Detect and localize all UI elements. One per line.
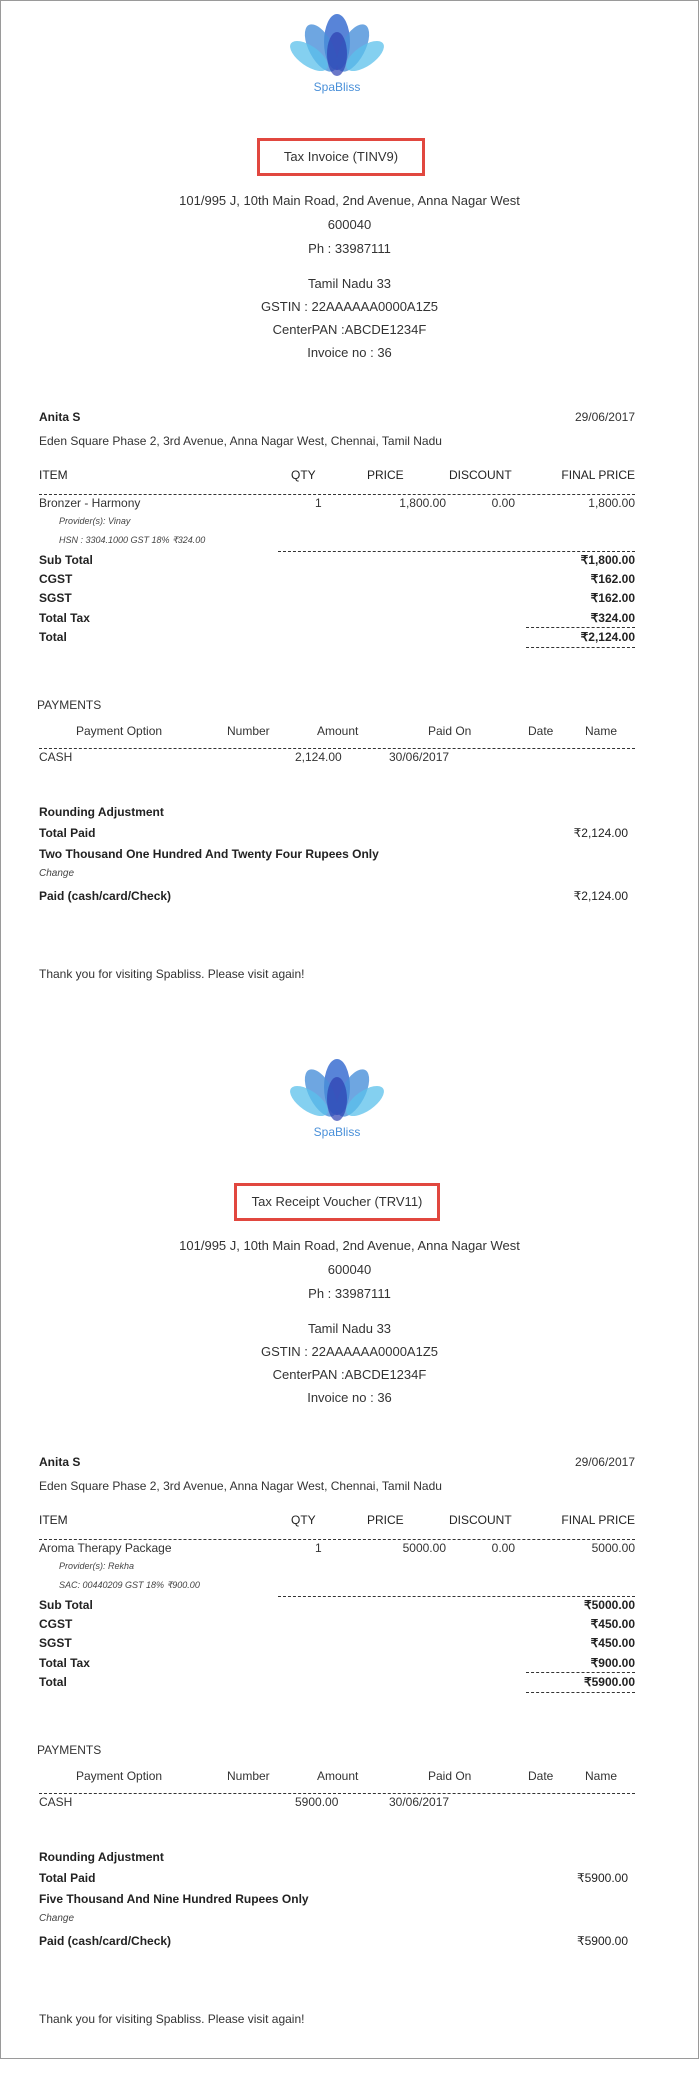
payments-header <box>39 1769 635 1794</box>
total-paid-label: Total Paid <box>39 826 96 840</box>
total-value: ₹2,124.00 <box>580 630 635 644</box>
cgst-label: CGST <box>39 1617 73 1631</box>
total-tax-value: ₹324.00 <box>590 611 635 625</box>
total-row <box>39 630 635 648</box>
payment-amount: 5900.00 <box>295 1795 339 1809</box>
sub-total-label: Sub Total <box>39 553 93 567</box>
divider <box>526 627 635 628</box>
item-discount: 0.00 <box>491 1541 515 1555</box>
payments-title: PAYMENTS <box>37 698 102 712</box>
center-pan: CenterPAN :ABCDE1234F <box>272 1367 427 1382</box>
lotus-icon <box>285 14 389 80</box>
thank-you-note: Thank you for visiting Spabliss. Please visit again! <box>39 2012 305 2026</box>
payment-paid-on: 30/06/2017 <box>389 1795 450 1809</box>
amount-in-words: Two Thousand One Hundred And Twenty Four Rupees Only <box>39 847 379 861</box>
total-value: ₹5900.00 <box>583 1675 635 1689</box>
cgst-row <box>39 572 635 590</box>
table-row <box>39 1541 635 1559</box>
item-provider: Provider(s): Vinay <box>59 516 131 526</box>
item-tax-note: SAC: 00440209 GST 18% ₹900.00 <box>59 1580 200 1590</box>
invoice-title: Tax Receipt Voucher (TRV11) <box>234 1183 440 1221</box>
total-label: Total <box>39 630 67 644</box>
payment-row <box>39 1795 635 1813</box>
payments-header <box>39 724 635 749</box>
sub-total-row <box>39 553 635 571</box>
total-tax-label: Total Tax <box>39 611 90 625</box>
column-final-price: FINAL PRICE <box>561 1513 635 1527</box>
customer-address: Eden Square Phase 2, 3rd Avenue, Anna Nagar West, Chennai, Tamil Nadu <box>39 1479 442 1493</box>
sgst-value: ₹450.00 <box>590 1636 635 1650</box>
column-payment-option: Payment Option <box>76 1769 163 1783</box>
rounding-label: Rounding Adjustment <box>39 805 164 819</box>
total-row <box>39 1675 635 1693</box>
item-qty: 1 <box>315 1541 322 1555</box>
column-date: Date <box>528 724 554 738</box>
total-paid-label: Total Paid <box>39 1871 96 1885</box>
divider <box>526 1692 635 1693</box>
column-amount: Amount <box>317 724 359 738</box>
column-name: Name <box>585 724 618 738</box>
payments-title: PAYMENTS <box>37 1743 102 1757</box>
invoice-number: Invoice no : 36 <box>307 345 392 360</box>
center-phone: Ph : 33987111 <box>308 1286 391 1301</box>
item-final-price: 5000.00 <box>591 1541 635 1555</box>
invoice-date: 29/06/2017 <box>574 410 635 424</box>
sub-total-value: ₹1,800.00 <box>580 553 635 567</box>
payment-row <box>39 750 635 768</box>
cgst-row <box>39 1617 635 1635</box>
item-price: 1,800.00 <box>399 496 446 510</box>
tax-receipt-voucher <box>0 1045 699 2085</box>
item-qty: 1 <box>315 496 322 510</box>
total-label: Total <box>39 1675 67 1689</box>
payment-paid-on: 30/06/2017 <box>389 750 450 764</box>
payment-amount: 2,124.00 <box>295 750 342 764</box>
thank-you-note: Thank you for visiting Spabliss. Please visit again! <box>39 967 305 981</box>
customer-name: Anita S <box>39 1455 81 1469</box>
item-price: 5000.00 <box>402 1541 446 1555</box>
center-gstin: GSTIN : 22AAAAAA0000A1Z5 <box>260 1344 439 1359</box>
column-number: Number <box>227 1769 270 1783</box>
table-row <box>39 496 635 514</box>
center-pincode: 600040 <box>327 217 372 232</box>
divider <box>526 1672 635 1673</box>
invoice-date: 29/06/2017 <box>574 1455 635 1469</box>
column-discount: DISCOUNT <box>449 468 512 482</box>
divider <box>278 1596 635 1597</box>
total-paid-value: ₹5900.00 <box>576 1871 628 1885</box>
total-paid-value: ₹2,124.00 <box>573 826 628 840</box>
logo-text: SpaBliss <box>313 80 361 94</box>
item-name: Bronzer - Harmony <box>39 496 141 510</box>
sgst-row <box>39 1636 635 1654</box>
column-paid-on: Paid On <box>428 1769 472 1783</box>
column-item: ITEM <box>39 468 68 482</box>
center-pincode: 600040 <box>327 1262 372 1277</box>
item-final-price: 1,800.00 <box>588 496 635 510</box>
column-price: PRICE <box>367 468 404 482</box>
column-name: Name <box>585 1769 618 1783</box>
column-qty: QTY <box>291 468 316 482</box>
spabliss-logo <box>285 14 389 98</box>
total-tax-value: ₹900.00 <box>590 1656 635 1670</box>
logo-text: SpaBliss <box>313 1125 361 1139</box>
invoice-title: Tax Invoice (TINV9) <box>257 138 425 176</box>
item-tax-note: HSN : 3304.1000 GST 18% ₹324.00 <box>59 535 206 545</box>
column-qty: QTY <box>291 1513 316 1527</box>
column-discount: DISCOUNT <box>449 1513 512 1527</box>
column-date: Date <box>528 1769 554 1783</box>
rounding-label: Rounding Adjustment <box>39 1850 164 1864</box>
cgst-label: CGST <box>39 572 73 586</box>
tax-invoice <box>0 0 699 1040</box>
sgst-value: ₹162.00 <box>590 591 635 605</box>
column-final-price: FINAL PRICE <box>561 468 635 482</box>
center-state: Tamil Nadu 33 <box>307 1321 392 1336</box>
sub-total-value: ₹5000.00 <box>583 1598 635 1612</box>
column-number: Number <box>227 724 270 738</box>
column-item: ITEM <box>39 1513 68 1527</box>
center-pan: CenterPAN :ABCDE1234F <box>272 322 427 337</box>
item-name: Aroma Therapy Package <box>39 1541 172 1555</box>
divider <box>278 551 635 552</box>
column-payment-option: Payment Option <box>76 724 163 738</box>
item-discount: 0.00 <box>491 496 515 510</box>
sub-total-label: Sub Total <box>39 1598 93 1612</box>
item-provider: Provider(s): Rekha <box>59 1561 135 1571</box>
center-gstin: GSTIN : 22AAAAAA0000A1Z5 <box>260 299 439 314</box>
divider <box>526 647 635 648</box>
change-label: Change <box>39 868 75 879</box>
column-paid-on: Paid On <box>428 724 472 738</box>
paid-label: Paid (cash/card/Check) <box>39 889 172 903</box>
paid-value: ₹2,124.00 <box>573 889 628 903</box>
sub-total-row <box>39 1598 635 1616</box>
center-state: Tamil Nadu 33 <box>307 276 392 291</box>
lotus-icon <box>285 1059 389 1125</box>
center-address: 101/995 J, 10th Main Road, 2nd Avenue, Anna Nagar West <box>179 193 520 208</box>
payment-option: CASH <box>39 750 73 764</box>
items-table-header <box>39 468 635 495</box>
paid-label: Paid (cash/card/Check) <box>39 1934 172 1948</box>
cgst-value: ₹450.00 <box>590 1617 635 1631</box>
total-tax-label: Total Tax <box>39 1656 90 1670</box>
sgst-label: SGST <box>39 1636 72 1650</box>
sgst-label: SGST <box>39 591 72 605</box>
invoice-number: Invoice no : 36 <box>307 1390 392 1405</box>
amount-in-words: Five Thousand And Nine Hundred Rupees Only <box>39 1892 309 1906</box>
paid-value: ₹5900.00 <box>576 1934 628 1948</box>
column-amount: Amount <box>317 1769 359 1783</box>
customer-address: Eden Square Phase 2, 3rd Avenue, Anna Nagar West, Chennai, Tamil Nadu <box>39 434 442 448</box>
cgst-value: ₹162.00 <box>590 572 635 586</box>
payment-option: CASH <box>39 1795 73 1809</box>
column-price: PRICE <box>367 1513 404 1527</box>
sgst-row <box>39 591 635 609</box>
spabliss-logo <box>285 1059 389 1143</box>
center-address: 101/995 J, 10th Main Road, 2nd Avenue, Anna Nagar West <box>179 1238 520 1253</box>
change-label: Change <box>39 1913 75 1924</box>
center-phone: Ph : 33987111 <box>308 241 391 256</box>
customer-name: Anita S <box>39 410 81 424</box>
items-table-header <box>39 1513 635 1540</box>
